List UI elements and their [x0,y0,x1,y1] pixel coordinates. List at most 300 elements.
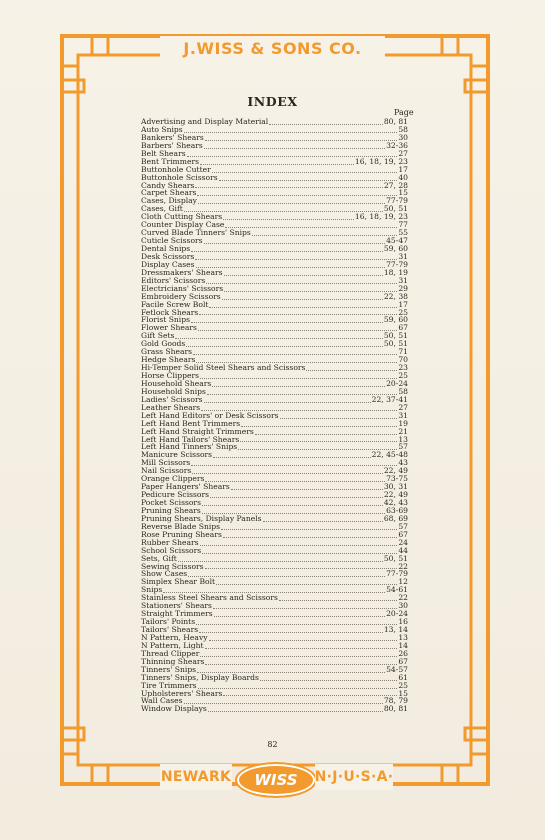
dot-leader [216,579,397,585]
index-entry [141,285,408,293]
entry-name: Thread Clipper [141,649,200,658]
index-entry [141,697,408,705]
entry-page: 61 [398,673,408,682]
entry-page: 13 [398,633,408,642]
entry-name: Upholsterers' Shears [141,689,223,698]
dot-leader [280,413,398,419]
entry-page: 17 [398,300,408,309]
entry-page: 31 [398,411,408,420]
dot-leader [206,278,397,284]
entry-page: 50, 51 [383,332,408,341]
index-entry [141,499,408,507]
dot-leader [198,683,398,689]
dot-leader [200,540,398,546]
dot-leader [199,627,383,633]
entry-name: Cloth Cutting Shears [141,213,223,222]
entry-page: 55 [398,229,408,238]
entry-page: 40 [398,173,408,182]
entry-page: 43 [398,459,408,468]
entry-page: 57 [398,522,408,531]
dot-leader [199,309,397,315]
dot-leader [200,373,397,379]
entry-name: Buttonhole Cutter [141,165,211,174]
entry-name: Tinners' Snips, Display Boards [141,673,259,682]
index-entry [141,301,408,309]
entry-page: 70 [398,356,408,365]
entry-name: Editors' Scissors [141,276,206,285]
entry-page: 30 [398,133,408,142]
entry-name: Tailors' Shears [141,626,199,634]
index-entry [141,586,408,594]
dot-leader [188,571,385,577]
entry-name: Counter Display Case [141,221,225,230]
entry-page: 67 [398,530,408,539]
dot-leader [225,222,397,228]
index-entry [141,324,408,332]
index-entry [141,253,408,261]
dot-leader [263,516,383,522]
index-entry [141,483,408,491]
dot-leader [191,317,383,323]
dot-leader [260,675,397,681]
index-entry [141,158,408,166]
dot-leader [224,270,383,276]
dot-leader [205,476,385,482]
entry-page: 50, 51 [383,340,408,349]
dot-leader [175,333,382,339]
index-entry [141,634,408,642]
entry-page: 77-79 [386,260,408,269]
dot-leader [204,143,385,149]
index-entry [141,277,408,285]
index-entry [141,563,408,571]
entry-page: 22 [398,562,408,571]
index-entry [141,491,408,499]
dot-leader [191,460,397,466]
index-entry [141,364,408,372]
entry-name: Manicure Scissors [141,451,213,460]
entry-page: 13 [398,435,408,444]
index-entry [141,515,408,523]
index-entry [141,309,408,317]
entry-page: 80, 81 [383,705,408,714]
entry-page: 31 [398,276,408,285]
entry-name: Left Hand Bent Trimmers [141,419,241,428]
dot-leader [279,595,397,601]
dot-leader [198,325,397,331]
entry-page: 77 [398,221,408,230]
entry-name: Horse Clippers [141,372,200,380]
entry-name: Tailors' Points [141,618,196,626]
dot-leader [214,611,385,617]
dot-leader [204,397,371,403]
entry-name: Bent Trimmers [141,157,199,166]
entry-name: Fetlock Shears [141,308,199,317]
index-entry [141,388,408,396]
index-entry [141,436,408,444]
entry-name: Display Cases [141,260,195,269]
entry-page: 17 [398,165,408,174]
entry-name: Curved Blade Tinners' Snips [141,229,251,238]
entry-name: Household Snips [141,387,206,396]
index-entry [141,674,408,682]
entry-page: 18, 19 [383,268,408,277]
entry-page: 67 [398,324,408,333]
entry-page: 22, 49 [383,467,408,476]
dot-leader [200,159,354,165]
entry-page: 19 [398,419,408,428]
index-entry [141,404,408,412]
entry-name: N Pattern, Light [141,641,204,650]
dot-leader [202,548,397,554]
dot-leader [205,643,398,649]
entry-page: 26 [398,649,408,658]
dot-leader [201,405,397,411]
entry-page: 77-79 [386,570,408,579]
entry-page: 54-61 [386,586,408,595]
index-entry [141,372,408,380]
index-entry [141,245,408,253]
entry-name: Leather Shears [141,403,201,412]
entry-page: 54-57 [386,665,408,674]
dot-leader [197,190,397,196]
dot-leader [184,698,383,704]
index-entry [141,332,408,340]
entry-page: 22, 45-48 [371,451,408,460]
entry-name: Cases, Display [141,197,197,206]
entry-name: Hedge Shears [141,356,196,365]
entry-page: 50, 51 [383,554,408,563]
entry-page: 14 [398,641,408,650]
index-entry [141,356,408,364]
dot-leader [223,532,397,538]
index-entry [141,578,408,586]
entry-page: 78, 79 [383,697,408,706]
entry-name: Left Hand Editors' or Desk Scissors [141,411,279,420]
index-entry [141,174,408,182]
entry-name: Reverse Blade Snips [141,522,221,531]
index-entry [141,205,408,213]
entry-name: Pedicure Scissors [141,491,210,499]
entry-name: School Scissors [141,546,202,555]
dot-leader [186,341,383,347]
entry-page: 23 [398,364,408,372]
entry-page: 30 [398,602,408,611]
entry-name: Cuticle Scissors [141,237,203,245]
entry-page: 68, 69 [383,514,408,523]
entry-name: Simplex Shear Bolt [141,578,216,587]
dot-leader [269,119,383,125]
entry-name: Pruning Shears [141,506,201,515]
entry-page: 42, 43 [383,499,408,507]
dot-leader [224,286,397,292]
entry-name: Dental Snips [141,245,191,253]
dot-leader [205,135,398,141]
entry-page: 22 [398,594,408,603]
entry-page: 58 [398,125,408,134]
page-column-label: Page [394,108,414,117]
index-entry [141,348,408,356]
index-entry [141,539,408,547]
entry-name: Gift Sets [141,332,175,341]
entry-page: 21 [398,427,408,436]
entry-name: Electricians' Scissors [141,284,224,293]
entry-page: 25 [398,372,408,380]
entry-name: Household Shears [141,379,212,388]
page-title: INDEX [247,94,298,109]
entry-name: Sets, Gift [141,554,177,563]
entry-name: N Pattern, Heavy [141,633,208,642]
footer-city: NEWARK [160,764,232,790]
dot-leader [198,198,385,204]
index-entry [141,626,408,634]
index-entry [141,705,408,713]
dot-leader [221,524,397,530]
entry-page: 73-75 [386,475,408,484]
entry-page: 24 [398,538,408,547]
dot-leader [208,706,383,712]
company-banner: J.WISS & SONS CO. [160,36,385,60]
index-entry [141,570,408,578]
index-entry [141,340,408,348]
entry-page: 31 [398,252,408,261]
dot-leader [196,262,386,268]
index-entry [141,293,408,301]
dot-leader [231,484,383,490]
index-entry [141,189,408,197]
entry-page: 50, 51 [383,205,408,214]
dot-leader [255,429,398,435]
index-entry [141,166,408,174]
dot-leader [184,127,398,133]
entry-page: 32-36 [386,141,408,150]
entry-name: Paper Hangers' Shears [141,483,230,492]
entry-page: 45-47 [386,237,408,245]
entry-page: 16, 18, 19, 23 [354,157,408,166]
entry-page: 22, 38 [383,292,408,301]
dot-leader [200,651,397,657]
entry-name: Flower Shears [141,324,197,333]
index-entry [141,531,408,539]
entry-name: Snips [141,586,163,595]
index-list [141,118,408,713]
dot-leader [192,468,383,474]
entry-name: Left Hand Straight Trimmers [141,427,254,436]
dot-leader [209,635,398,641]
dot-leader [223,214,354,220]
entry-name: Ladies' Scissors [141,395,203,404]
wiss-logo: WISS [235,762,317,798]
dot-leader [184,206,383,212]
entry-page: 25 [398,681,408,690]
entry-page: 27, 28 [383,181,408,190]
index-entry [141,547,408,555]
index-entry [141,523,408,531]
entry-name: Pocket Scissors [141,499,201,507]
index-entry [141,690,408,698]
index-entry [141,420,408,428]
dot-leader [196,619,397,625]
dot-leader [196,357,397,363]
entry-name: Wall Cases [141,697,183,706]
entry-page: 67 [398,657,408,666]
entry-name: Cases, Gift [141,205,183,214]
entry-name: Grass Shears [141,348,193,357]
entry-page: 30, 31 [383,483,408,492]
index-entry [141,451,408,459]
entry-name: Embroidery Scissors [141,292,221,301]
index-entry [141,594,408,602]
entry-page: 16, 18, 19, 23 [354,213,408,222]
entry-name: Dressmakers' Shears [141,268,223,277]
entry-name: Facile Screw Bolt [141,300,209,309]
entry-page: 15 [398,689,408,698]
index-entry [141,507,408,515]
entry-page: 29 [398,284,408,293]
index-entry [141,150,408,158]
entry-name: Tire Trimmers [141,681,197,690]
dot-leader [240,436,397,442]
index-entry [141,428,408,436]
index-entry [141,602,408,610]
entry-name: Window Displays [141,705,207,714]
entry-page: 27 [398,403,408,412]
entry-name: Orange Clippers [141,475,205,484]
index-entry [141,182,408,190]
dot-leader [238,444,397,450]
dot-leader [202,500,383,506]
entry-name: Gold Goods [141,340,186,349]
index-entry [141,237,408,245]
dot-leader [204,238,386,244]
entry-page: 12 [398,578,408,587]
dot-leader [241,421,397,427]
index-entry [141,396,408,404]
index-entry [141,650,408,658]
dot-leader [252,230,398,236]
dot-leader [178,556,383,562]
entry-name: Rose Pruning Shears [141,530,222,539]
dot-leader [195,254,397,260]
entry-page: 59, 60 [383,316,408,325]
index-entry [141,475,408,483]
entry-page: 77-79 [386,197,408,206]
index-entry [141,555,408,563]
entry-name: Barbers' Shears [141,141,203,150]
dot-leader [213,603,397,609]
entry-page: 27 [398,149,408,158]
dot-leader [209,302,397,308]
dot-leader [163,587,385,593]
entry-name: Rubber Shears [141,538,199,547]
dot-leader [187,151,398,157]
entry-page: 15 [398,189,408,198]
entry-page: 20-24 [386,610,408,619]
entry-name: Pruning Shears, Display Panels [141,514,262,523]
index-entry [141,618,408,626]
entry-name: Buttonhole Scissors [141,173,218,182]
index-entry [141,134,408,142]
index-entry [141,221,408,229]
entry-name: Bankers' Shears [141,133,204,142]
index-entry [141,610,408,618]
entry-name: Hi-Temper Solid Steel Shears and Scissors [141,364,306,372]
entry-page: 63-69 [386,506,408,515]
dot-leader [223,690,397,696]
dot-leader [213,452,371,458]
index-entry [141,316,408,324]
index-entry [141,229,408,237]
index-entry [141,118,408,126]
entry-page: 22, 37-41 [371,395,408,404]
entry-page: 20-24 [386,379,408,388]
entry-page: 16 [398,618,408,626]
index-entry [141,682,408,690]
index-entry [141,666,408,674]
index-entry [141,658,408,666]
index-entry [141,261,408,269]
dot-leader [210,492,383,498]
entry-name: Desk Scissors [141,252,195,261]
entry-name: Sewing Scissors [141,562,204,571]
dot-leader [202,508,385,514]
dot-leader [207,389,397,395]
entry-name: Show Cases [141,570,188,579]
index-entry [141,269,408,277]
entry-page: 44 [398,546,408,555]
entry-page: 59, 60 [383,245,408,253]
entry-name: Nail Scissors [141,467,192,476]
dot-leader [212,381,385,387]
entry-name: Left Hand Tinners' Snips [141,443,238,452]
index-entry [141,126,408,134]
index-entry [141,459,408,467]
dot-leader [205,659,397,665]
dot-leader [205,563,398,569]
entry-name: Belt Shears [141,149,186,158]
entry-name: Left Hand Tailors' Shears [141,435,240,444]
index-entry [141,380,408,388]
dot-leader [306,365,397,371]
entry-name: Straight Trimmers [141,610,213,619]
dot-leader [195,182,382,188]
entry-page: 25 [398,308,408,317]
dot-leader [222,294,383,300]
index-entry [141,142,408,150]
page-number: 82 [267,740,278,749]
entry-name: Florist Snips [141,316,190,325]
entry-name: Stationers' Shears [141,602,212,611]
dot-leader [191,246,383,252]
dot-leader [212,167,398,173]
entry-page: 80, 81 [383,118,408,126]
entry-name: Stainless Steel Shears and Scissors [141,594,278,603]
index-entry [141,412,408,420]
entry-name: Mill Scissors [141,459,191,468]
dot-leader [197,667,385,673]
index-entry [141,213,408,221]
entry-name: Candy Shears [141,181,195,190]
entry-name: Advertising and Display Material [141,118,269,126]
index-entry [141,443,408,451]
footer-state-country: N·J·U·S·A· [315,764,393,790]
dot-leader [219,175,398,181]
entry-name: Thinning Shears [141,657,205,666]
entry-page: 58 [398,387,408,396]
entry-name: Tinners' Snips [141,665,197,674]
index-entry [141,467,408,475]
dot-leader [193,349,397,355]
